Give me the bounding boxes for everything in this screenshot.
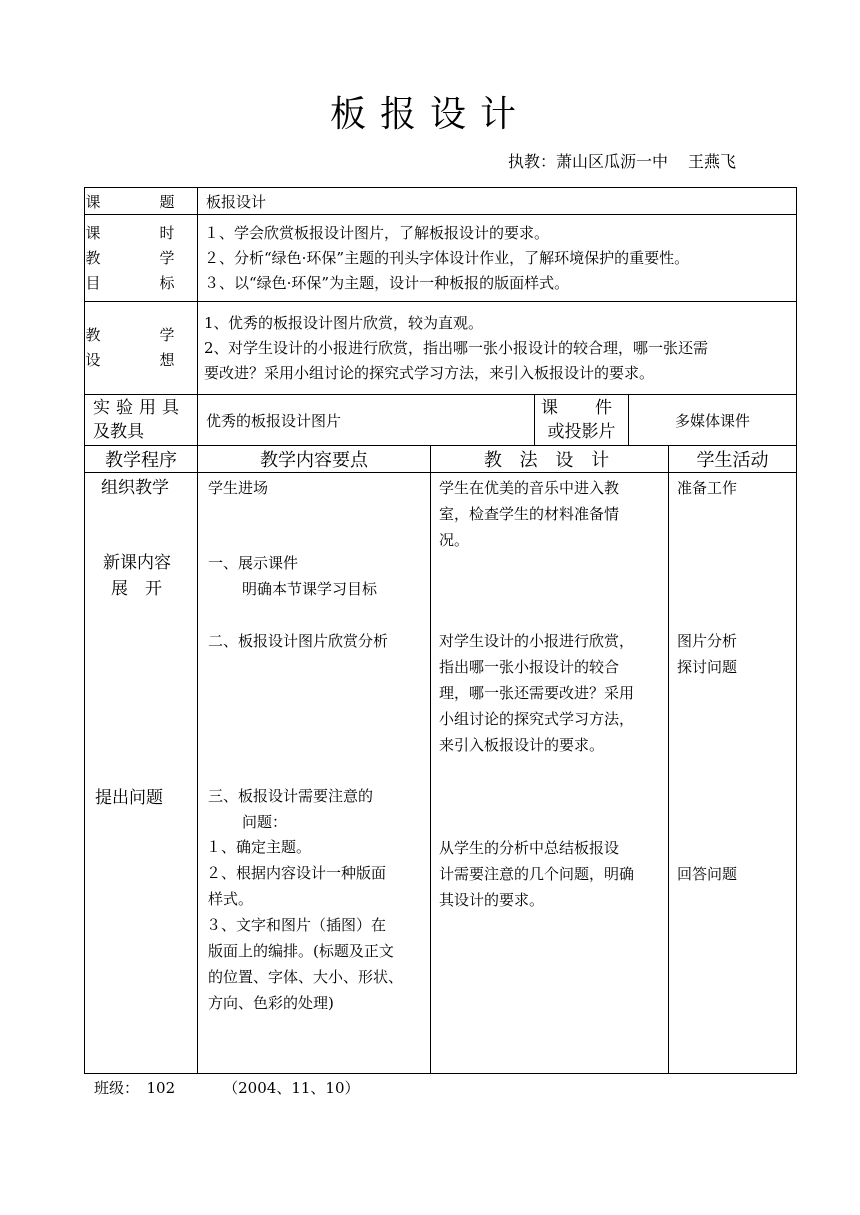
idea-label: 教 学 设 想 xyxy=(85,302,198,395)
topic-label: 课 题 xyxy=(85,188,198,215)
topic-value: 板报设计 xyxy=(198,188,797,215)
stage-new-lesson-2: 展 开 xyxy=(111,579,162,599)
goal-item: １、学会欣赏板报设计图片，了解板报设计的要求。 xyxy=(204,223,550,242)
idea-item-continued: 要改进？采用小组讨论的探究式学习方法，来引入板报设计的要求。 xyxy=(204,363,655,382)
goals-row xyxy=(85,215,797,302)
stage-question: 提出问题 xyxy=(95,788,163,808)
content-item: 二、板报设计图片欣赏分析 xyxy=(208,632,389,650)
procedure-header-row xyxy=(85,446,797,473)
method-line: 小组讨论的探究式学习方法， xyxy=(439,710,635,728)
idea-item: 2、对学生设计的小报进行欣赏，指出哪一张小报设计的较合理，哪一张还需 xyxy=(204,338,709,357)
tools-label: 实验用具 及教具 xyxy=(85,395,198,446)
goals-list xyxy=(198,215,797,302)
header-activity: 学生活动 xyxy=(669,446,797,473)
activity-item: 回答问题 xyxy=(677,865,738,883)
activity-column xyxy=(669,473,797,1074)
goals-label: 课 时 教 学 目 标 xyxy=(85,215,198,302)
topic-row xyxy=(85,188,797,215)
method-line: 况。 xyxy=(439,531,470,549)
content-item: 样式。 xyxy=(208,890,254,908)
content-item: 学生进场 xyxy=(208,479,269,497)
content-item: １、确定主题。 xyxy=(206,838,312,856)
method-line: 指出哪一张小报设计的较合 xyxy=(439,658,620,676)
content-item: ２、根据内容设计一种版面 xyxy=(206,864,387,882)
idea-row xyxy=(85,302,797,395)
stage-organize: 组织教学 xyxy=(101,478,169,498)
procedure-body-row xyxy=(85,473,797,1074)
activity-item: 准备工作 xyxy=(677,479,738,497)
lesson-date: （2004、11、10） xyxy=(223,1079,360,1097)
header-procedure: 教学程序 xyxy=(85,446,198,473)
content-item: 一、展示课件 xyxy=(208,554,299,572)
activity-item: 图片分析 xyxy=(677,632,738,650)
content-item: 问题： xyxy=(242,813,288,831)
content-item: 版面上的编排。(标题及正文 xyxy=(208,942,394,960)
author-label: 执教：萧山区瓜沥一中 xyxy=(508,152,669,171)
content-item: 三、板报设计需要注意的 xyxy=(208,787,374,805)
lesson-plan-table xyxy=(84,187,797,1074)
footer xyxy=(94,1077,360,1098)
idea-item: 1、优秀的板报设计图片欣赏，较为直观。 xyxy=(204,313,484,332)
goal-item: ２、分析“绿色·环保”主题的刊头字体设计作业，了解环境保护的重要性。 xyxy=(204,248,690,267)
author-name: 王燕飞 xyxy=(688,152,737,171)
content-item: ３、文字和图片（插图）在 xyxy=(206,916,387,934)
method-line: 其设计的要求。 xyxy=(439,891,545,909)
method-line: 从学生的分析中总结板报设 xyxy=(439,839,620,857)
media-value: 多媒体课件 xyxy=(629,395,797,446)
tools-value: 优秀的板报设计图片 xyxy=(198,395,535,446)
method-line: 对学生设计的小报进行欣赏， xyxy=(439,632,635,650)
content-item: 方向、色彩的处理) xyxy=(208,994,334,1012)
method-column xyxy=(431,473,669,1074)
goal-item: ３、以“绿色·环保”为主题，设计一种板报的版面样式。 xyxy=(204,273,570,292)
idea-list xyxy=(198,302,797,395)
method-line: 室，检查学生的材料准备情 xyxy=(439,505,620,523)
activity-item: 探讨问题 xyxy=(677,658,738,676)
method-line: 学生在优美的音乐中进入教 xyxy=(439,479,620,497)
method-line: 理，哪一张还需要改进？采用 xyxy=(439,684,635,702)
method-line: 来引入板报设计的要求。 xyxy=(439,736,605,754)
procedure-column xyxy=(85,473,198,1074)
header-content: 教学内容要点 xyxy=(198,446,431,473)
class-label: 班级： 102 xyxy=(94,1079,176,1097)
media-label: 课 件 或投影片 xyxy=(535,395,629,446)
tools-row xyxy=(85,395,797,446)
content-item: 明确本节课学习目标 xyxy=(242,580,378,598)
author-line xyxy=(508,149,736,172)
content-column xyxy=(198,473,431,1074)
stage-new-lesson: 新课内容 xyxy=(103,553,171,573)
method-line: 计需要注意的几个问题，明确 xyxy=(439,865,635,883)
header-method: 教 法 设 计 xyxy=(431,446,669,473)
content-item: 的位置、字体、大小、形状、 xyxy=(208,968,404,986)
document-title: 板报设计 xyxy=(329,94,530,135)
